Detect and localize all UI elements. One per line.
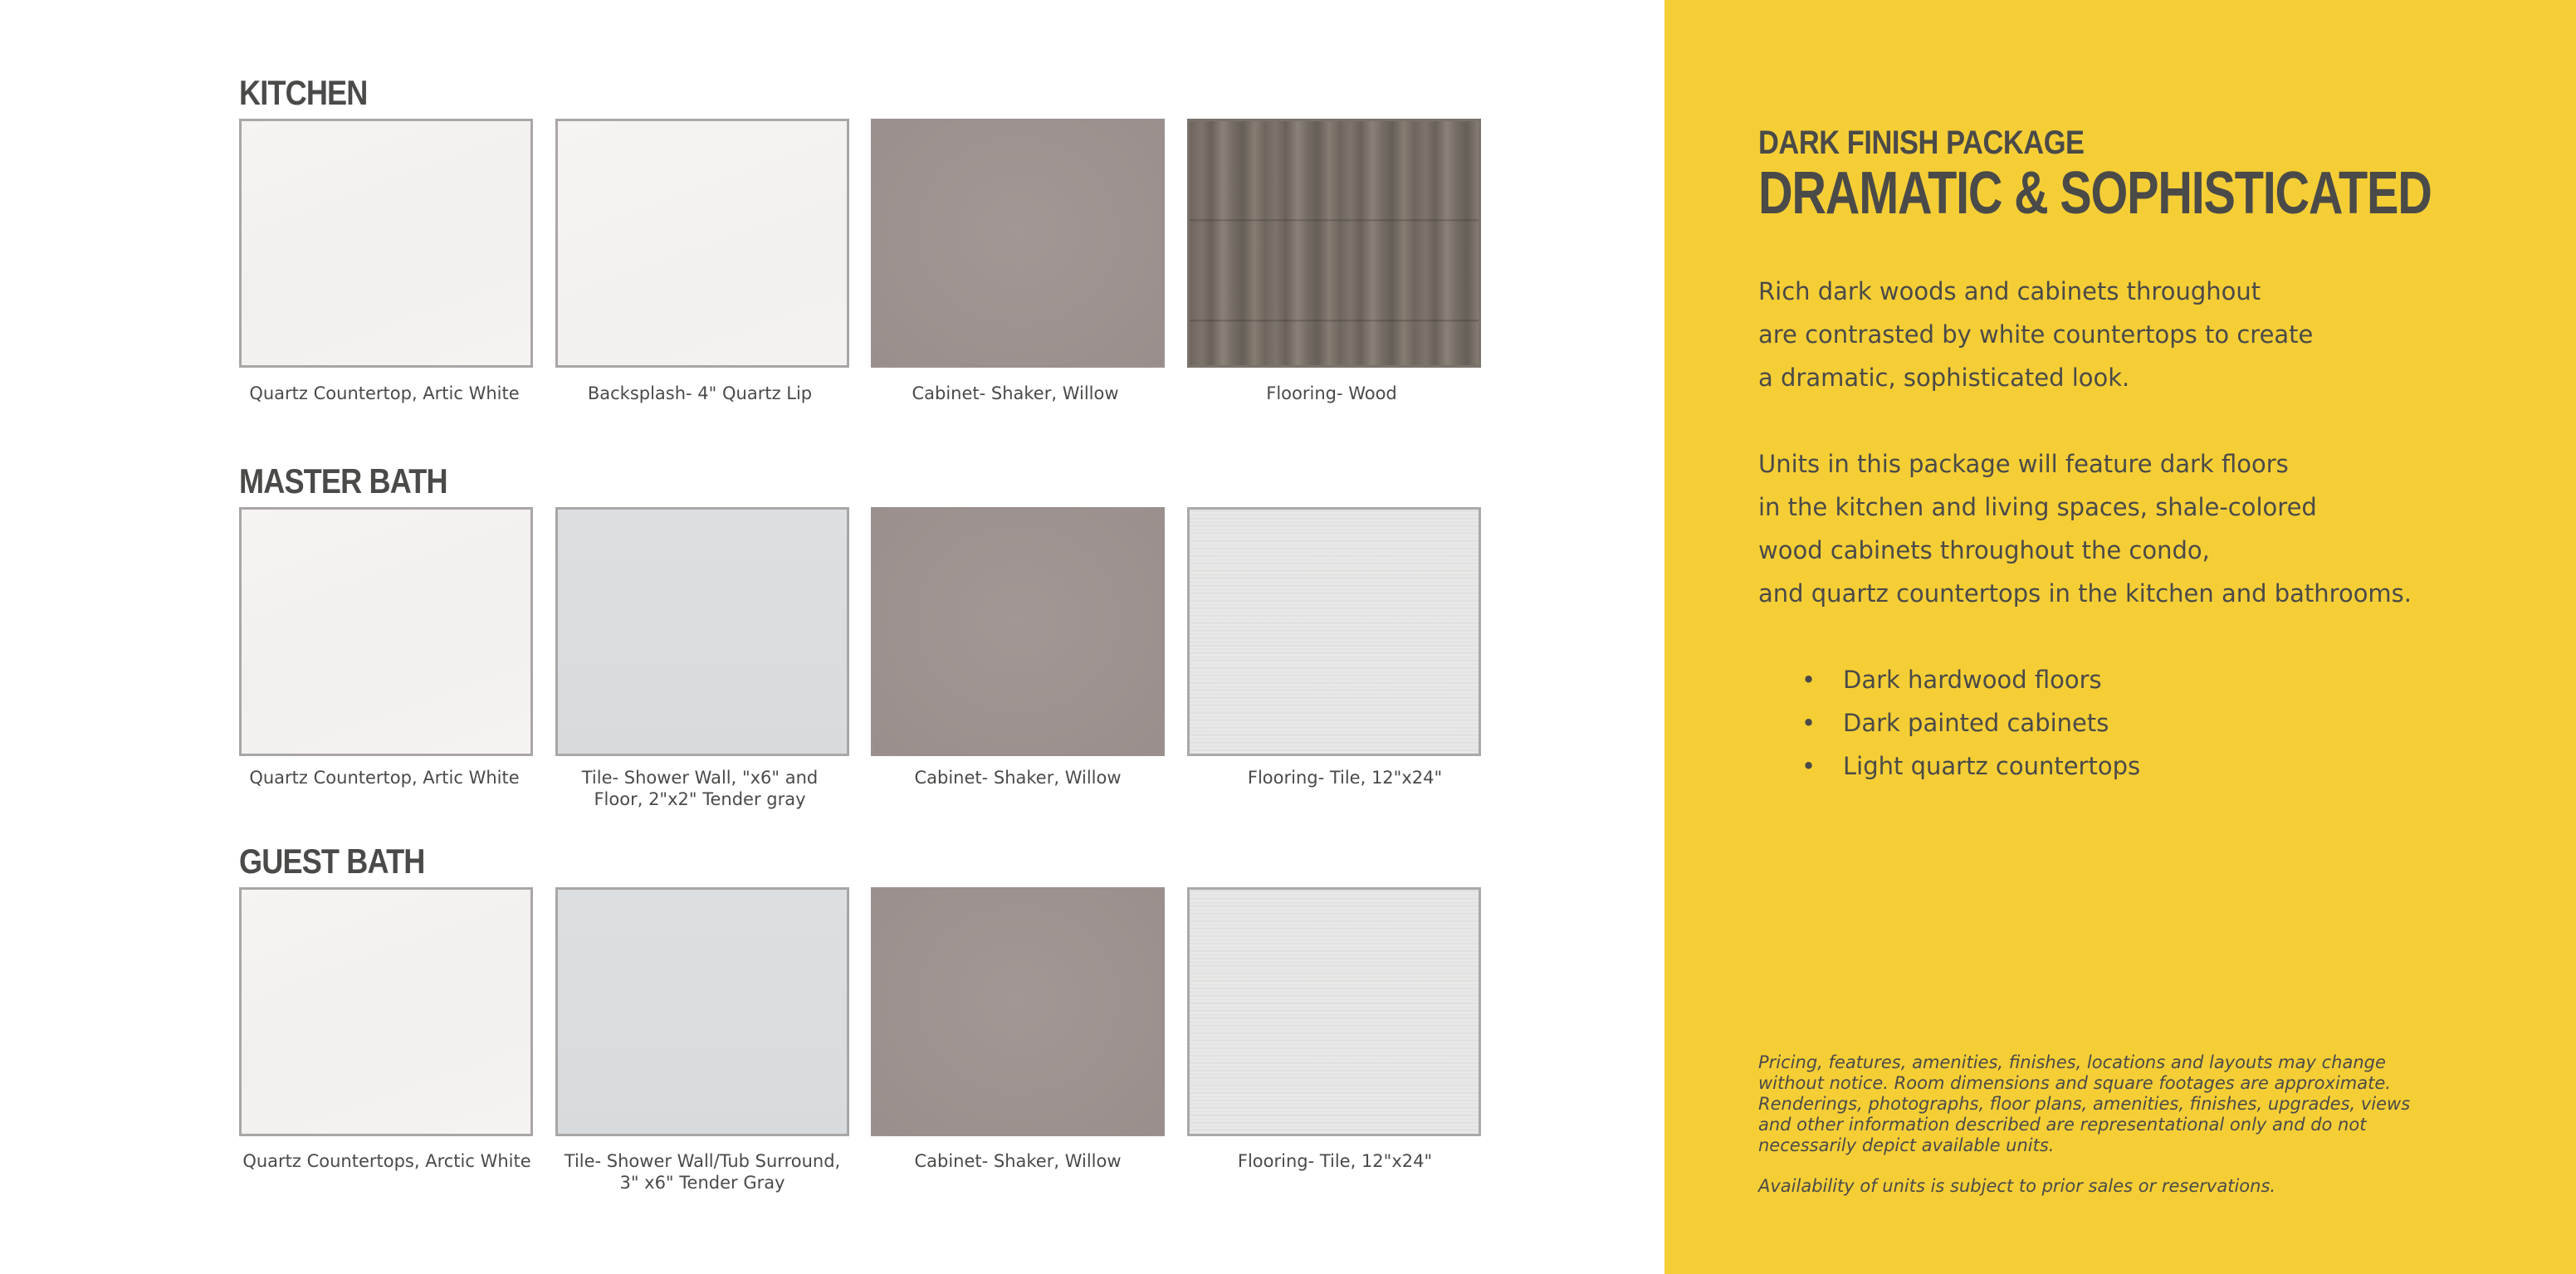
caption-kitchen-flooring: Flooring- Wood bbox=[1266, 383, 1397, 403]
detail-line: and quartz countertops in the kitchen and bathrooms. bbox=[1758, 579, 2412, 608]
intro-line: a dramatic, sophisticated look. bbox=[1758, 364, 2130, 392]
bullet-icon: • bbox=[1801, 709, 1816, 737]
swatch-guest-flooring bbox=[1187, 887, 1481, 1136]
caption-kitchen-cabinet: Cabinet- Shaker, Willow bbox=[912, 383, 1119, 403]
feature-item bbox=[1758, 701, 2140, 744]
intro-line: Rich dark woods and cabinets throughout bbox=[1758, 277, 2261, 305]
swatch-master-flooring bbox=[1187, 507, 1481, 756]
package-title: DRAMATIC & SOPHISTICATED bbox=[1758, 160, 2432, 227]
caption-master-cabinet: Cabinet- Shaker, Willow bbox=[914, 768, 1122, 788]
intro-line: are contrasted by white countertops to create bbox=[1758, 320, 2314, 349]
intro-paragraph bbox=[1758, 270, 2313, 399]
swatch-kitchen-cabinet bbox=[871, 119, 1165, 368]
feature-item bbox=[1758, 744, 2140, 788]
caption-master-flooring: Flooring- Tile, 12"x24" bbox=[1247, 768, 1443, 788]
section-title-kitchen: KITCHEN bbox=[239, 73, 368, 112]
detail-paragraph bbox=[1758, 442, 2412, 615]
swatch-master-shower-tile bbox=[555, 507, 849, 756]
feature-label: Dark hardwood floors bbox=[1843, 666, 2102, 694]
disclaimer bbox=[1758, 1052, 2410, 1156]
detail-line: Units in this package will feature dark floors bbox=[1758, 450, 2289, 478]
disclaimer-line: without notice. Room dimensions and square footages are approximate. bbox=[1758, 1073, 2391, 1093]
caption-master-countertop: Quartz Countertop, Artic White bbox=[249, 768, 520, 788]
disclaimer-line: and other information described are representational only and do not bbox=[1758, 1115, 2367, 1135]
availability-note: Availability of units is subject to prior sales or reservations. bbox=[1758, 1176, 2276, 1196]
caption-kitchen-backsplash: Backsplash- 4" Quartz Lip bbox=[587, 383, 813, 403]
detail-line: wood cabinets throughout the condo, bbox=[1758, 536, 2210, 564]
feature-label: Light quartz countertops bbox=[1843, 752, 2141, 780]
swatch-master-countertop bbox=[239, 507, 533, 756]
disclaimer-line: Renderings, photographs, floor plans, amenities, finishes, upgrades, views bbox=[1758, 1094, 2411, 1114]
swatch-guest-countertop bbox=[239, 887, 533, 1136]
swatch-guest-shower-tile bbox=[555, 887, 849, 1136]
caption-guest-shower-tile: Tile- Shower Wall/Tub Surround, 3" x6" Tender Gray bbox=[564, 1151, 841, 1193]
feature-item bbox=[1758, 658, 2140, 701]
disclaimer-line: necessarily depict available units. bbox=[1758, 1135, 2055, 1155]
caption-guest-countertop: Quartz Countertops, Arctic White bbox=[242, 1151, 531, 1171]
swatch-guest-cabinet bbox=[871, 887, 1165, 1136]
feature-label: Dark painted cabinets bbox=[1843, 709, 2109, 737]
disclaimer-line: Pricing, features, amenities, finishes, locations and layouts may change bbox=[1758, 1052, 2386, 1072]
detail-line: in the kitchen and living spaces, shale-colored bbox=[1758, 493, 2317, 521]
section-title-master-bath: MASTER BATH bbox=[239, 461, 447, 500]
swatch-kitchen-backsplash bbox=[555, 119, 849, 368]
package-label: DARK FINISH PACKAGE bbox=[1758, 124, 2085, 161]
swatch-master-cabinet bbox=[871, 507, 1165, 756]
swatch-kitchen-countertop bbox=[239, 119, 533, 368]
feature-list bbox=[1758, 658, 2140, 788]
swatch-kitchen-flooring bbox=[1187, 119, 1481, 368]
bullet-icon: • bbox=[1801, 666, 1816, 694]
bullet-icon: • bbox=[1801, 752, 1816, 780]
caption-master-shower-tile: Tile- Shower Wall, "x6" and Floor, 2"x2" Tender gray bbox=[581, 768, 819, 809]
caption-kitchen-countertop: Quartz Countertop, Artic White bbox=[249, 383, 520, 403]
caption-guest-flooring: Flooring- Tile, 12"x24" bbox=[1237, 1151, 1433, 1171]
caption-guest-cabinet: Cabinet- Shaker, Willow bbox=[914, 1151, 1122, 1171]
section-title-guest-bath: GUEST BATH bbox=[239, 842, 425, 881]
